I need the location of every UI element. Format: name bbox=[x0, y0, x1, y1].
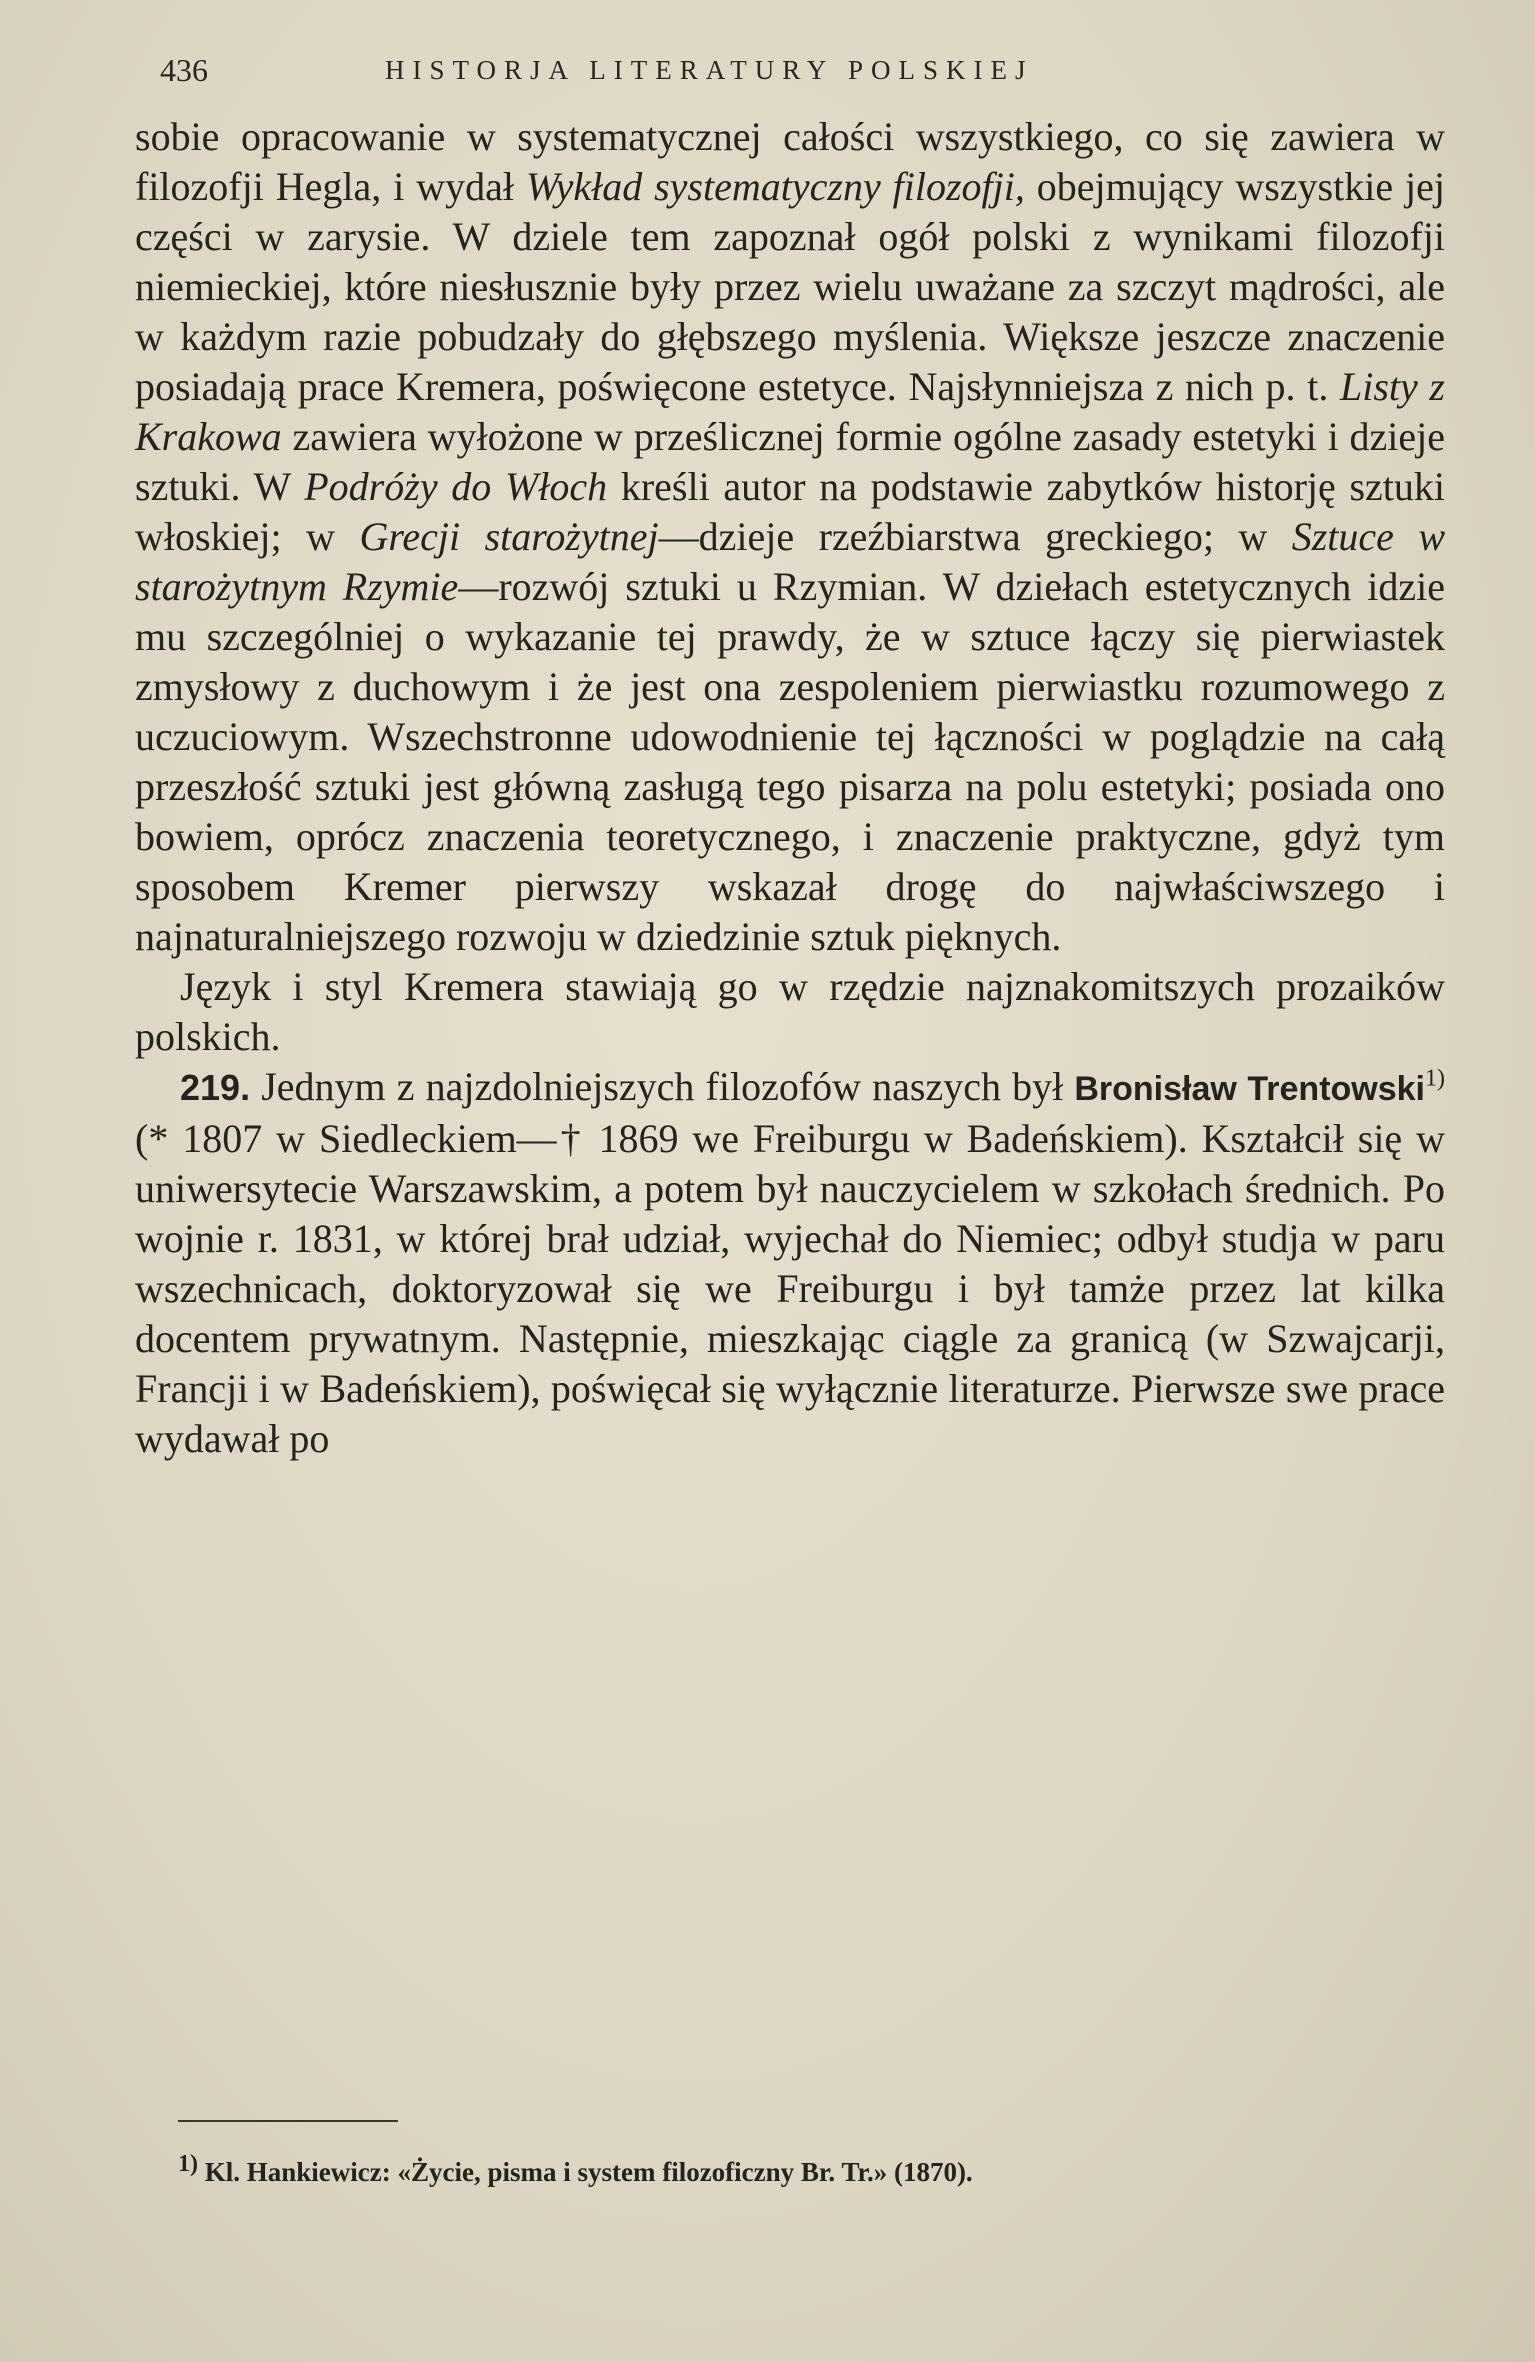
footnote bbox=[178, 2152, 1378, 2192]
text-segment: sobie opracowanie w systematycznej całości wszystkiego, co się zawiera w filozofji Hegla, i wydał bbox=[135, 114, 1445, 209]
text-segment: —dzieje rzeźbiarstwa greckiego; w bbox=[658, 514, 1292, 559]
text-segment: (* 1807 w Siedleckiem—† 1869 we Freiburgu w Badeńskiem). Kształcił się w uniwersytecie Warszawskim, a potem był nauczycielem w szkołach średnich. Po wojnie r. 1831, w której brał udział, wyjechał do Niemiec; odbył studja w paru wszechnicach, doktoryzował się we Freiburgu i był tamże przez lat kilka docentem prywatnym. Następnie, mieszkając ciągle za granicą (w Szwajcarji, Francji i w Badeńskiem), poświęcał się wyłącznie literaturze. Pierwsze swe prace wydawał po bbox=[135, 1116, 1445, 1461]
body-text bbox=[135, 112, 1445, 1464]
page-header bbox=[160, 50, 1440, 90]
paragraph-kremer-style: Język i styl Kremera stawiają go w rzędzie najznakomitszych prozaików polskich. bbox=[135, 964, 1445, 1059]
paragraph-trentowski bbox=[135, 1062, 1445, 1464]
page-number: 436 bbox=[160, 52, 208, 88]
book-title: Podróży do Włoch bbox=[304, 464, 608, 509]
book-title: Wykład systematyczny filozofji, bbox=[525, 164, 1025, 209]
footnote-marker-number: 1 bbox=[178, 2151, 190, 2177]
section-number: 219. bbox=[180, 1067, 251, 1108]
paragraph-kremer-works bbox=[135, 112, 1445, 962]
footnote-ref: 1) bbox=[1425, 1065, 1445, 1092]
footnote-divider bbox=[178, 2120, 398, 2122]
text-segment: obejmujący wszystkie jej części w zarysie. W dziele tem zapoznał ogół polski z wynikami filozofji niemieckiej, które niesłusznie były przez wielu uważane za szczyt mądrości, ale w każdym razie pobudzały do głębszego myślenia. Większe jeszcze znaczenie posiadają prace Kremera, poświęcone estetyce. Najsłynniejsza z nich p. t. bbox=[135, 164, 1445, 409]
text-segment: kreśli autor na podstawie zabytków historję sztuki włoskiej; w bbox=[135, 464, 1446, 559]
footnote-ref-number: 1 bbox=[1425, 1065, 1437, 1092]
book-title: Listy z Krakowa bbox=[135, 364, 1446, 459]
footnote-text: Kl. Hankiewicz: «Życie, pisma i system filozoficzny Br. Tr.» (1870). bbox=[198, 2157, 973, 2187]
text-segment: zawiera wyłożone w prześlicznej formie ogólne zasady estetyki i dzieje sztuki. W bbox=[135, 414, 1445, 509]
text-segment: —rozwój sztuki u Rzymian. W dziełach estetycznych idzie mu szczególniej o wykazanie tej prawdy, że w sztuce łączy się pierwiastek zmysłowy z duchowym i że jest ona zespoleniem pierwiastku rozumowego z uczuciowym. Wszechstronne udowodnienie tej łączności w poglądzie na całą przeszłość sztuki jest główną zasługą tego pisarza na polu estetyki; posiada ono bowiem, oprócz znaczenia teoretycznego, i znaczenie praktyczne, gdyż tym sposobem Kremer pierwszy wskazał drogę do najwłaściwszego i najnaturalniejszego rozwoju w dziedzinie sztuk pięknych. bbox=[135, 564, 1446, 959]
text-segment: Jednym z najzdolniejszych filozofów naszych był bbox=[250, 1064, 1075, 1109]
footnote-marker: 1) bbox=[178, 2151, 198, 2177]
book-title: Grecji starożytnej bbox=[359, 514, 659, 559]
running-title: HISTORJA LITERATURY POLSKIEJ bbox=[385, 55, 1034, 85]
person-name: Bronisław Trentowski bbox=[1074, 1070, 1425, 1108]
book-title: Sztuce w starożytnym Rzymie bbox=[135, 514, 1446, 609]
